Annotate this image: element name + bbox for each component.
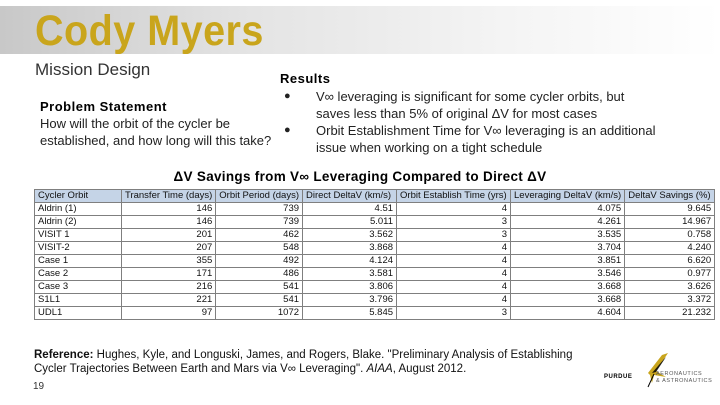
column-header: Orbit Establish Time (yrs) [397, 190, 511, 203]
table-cell: Aldrin (1) [35, 203, 122, 216]
reference-text: Hughes, Kyle, and Longuski, James, and Rogers, Blake. "Preliminary Analysis of Establishing Cycler Trajectories Between Earth and Mars via V∞ Leveraging". [34, 349, 573, 375]
table-row [35, 281, 715, 294]
table-row [35, 229, 715, 242]
table-cell: VISIT-2 [35, 242, 122, 255]
table-row [35, 242, 715, 255]
results-bullet-text: V∞ leveraging is significant for some cycler orbits, but saves less than 5% of original ΔV for most cases [316, 89, 625, 121]
page-number: 19 [33, 381, 45, 392]
table-cell: 3.546 [511, 268, 625, 281]
table-cell: 548 [216, 242, 303, 255]
reference-citation [34, 348, 594, 376]
table-cell: 216 [122, 281, 216, 294]
table-cell: Case 3 [35, 281, 122, 294]
column-header: Cycler Orbit [35, 190, 122, 203]
table-cell: 0.758 [625, 229, 715, 242]
table-cell: 207 [122, 242, 216, 255]
table-cell: 1072 [216, 307, 303, 320]
table-cell: UDL1 [35, 307, 122, 320]
page-title: Cody Myers [35, 7, 264, 55]
column-header: Direct DeltaV (km/s) [303, 190, 397, 203]
table-cell: 5.011 [303, 216, 397, 229]
table-cell: 4.240 [625, 242, 715, 255]
table-cell: 3.868 [303, 242, 397, 255]
results-list [280, 88, 660, 156]
table-cell: 3.704 [511, 242, 625, 255]
results-section [280, 70, 660, 156]
table-row [35, 307, 715, 320]
table-cell: 3.668 [511, 294, 625, 307]
table-cell: 486 [216, 268, 303, 281]
table-cell: 0.977 [625, 268, 715, 281]
table-cell: 3.668 [511, 281, 625, 294]
table-cell: Case 2 [35, 268, 122, 281]
table-cell: 4.604 [511, 307, 625, 320]
table-row [35, 294, 715, 307]
table-cell: 3 [397, 229, 511, 242]
results-bullet-text: Orbit Establishment Time for V∞ leveraging is an additional issue when working on a tight schedule [316, 123, 656, 155]
table-cell: 3.851 [511, 255, 625, 268]
table-cell: 739 [216, 216, 303, 229]
page-subtitle: Mission Design [35, 60, 151, 79]
table-cell: 221 [122, 294, 216, 307]
table-cell: S1L1 [35, 294, 122, 307]
table-cell: 146 [122, 203, 216, 216]
table-cell: Aldrin (2) [35, 216, 122, 229]
table-cell: 4 [397, 203, 511, 216]
table-cell: 3.562 [303, 229, 397, 242]
table-cell: 4 [397, 294, 511, 307]
logo-department [656, 371, 712, 385]
table-cell: 3.372 [625, 294, 715, 307]
table-cell: 4.261 [511, 216, 625, 229]
table-cell: 14.967 [625, 216, 715, 229]
table-cell: Case 1 [35, 255, 122, 268]
table-row [35, 268, 715, 281]
bullet-icon: ● [284, 124, 291, 136]
table-cell: 4.075 [511, 203, 625, 216]
column-header: Orbit Period (days) [216, 190, 303, 203]
reference-journal: AIAA [366, 363, 393, 375]
table-cell: 4 [397, 255, 511, 268]
table-cell: 6.620 [625, 255, 715, 268]
table-cell: 3.581 [303, 268, 397, 281]
problem-statement [40, 98, 275, 149]
results-heading: Results [280, 71, 331, 86]
table-cell: 462 [216, 229, 303, 242]
reference-label: Reference: [34, 349, 94, 361]
table-cell: 4.124 [303, 255, 397, 268]
table-cell: 541 [216, 281, 303, 294]
table-row [35, 216, 715, 229]
table-cell: 4 [397, 268, 511, 281]
results-bullet [280, 122, 660, 156]
column-header: DeltaV Savings (%) [625, 190, 715, 203]
bullet-icon: ● [284, 90, 291, 102]
table-cell: 3 [397, 307, 511, 320]
logo-wordmark: PURDUE [604, 374, 633, 380]
table-row [35, 203, 715, 216]
table-cell: 146 [122, 216, 216, 229]
results-bullet [280, 88, 660, 122]
table-cell: 3.535 [511, 229, 625, 242]
table-cell: 3.806 [303, 281, 397, 294]
table-cell: 9.645 [625, 203, 715, 216]
table-cell: 171 [122, 268, 216, 281]
problem-heading: Problem Statement [40, 99, 167, 114]
table-header-row [35, 190, 715, 203]
logo-dept-line: AERONAUTICS [656, 371, 703, 377]
table-cell: 541 [216, 294, 303, 307]
table-cell: VISIT 1 [35, 229, 122, 242]
table-cell: 201 [122, 229, 216, 242]
logo-dept-line: & ASTRONAUTICS [656, 378, 713, 384]
table-cell: 97 [122, 307, 216, 320]
table-cell: 4 [397, 281, 511, 294]
table-row [35, 255, 715, 268]
problem-text: How will the orbit of the cycler be established, and how long will this take? [40, 116, 272, 148]
table-cell: 4 [397, 242, 511, 255]
column-header: Transfer Time (days) [122, 190, 216, 203]
table-cell: 492 [216, 255, 303, 268]
table-cell: 3 [397, 216, 511, 229]
reference-date: , August 2012. [392, 363, 467, 375]
table-cell: 3.796 [303, 294, 397, 307]
column-header: Leveraging DeltaV (km/s) [511, 190, 625, 203]
table-cell: 355 [122, 255, 216, 268]
table-cell: 21.232 [625, 307, 715, 320]
table-cell: 5.845 [303, 307, 397, 320]
table-title: ΔV Savings from V∞ Leveraging Compared to Direct ΔV [173, 169, 547, 184]
table-cell: 739 [216, 203, 303, 216]
table-cell: 3.626 [625, 281, 715, 294]
table-cell: 4.51 [303, 203, 397, 216]
delta-v-table [34, 189, 715, 320]
